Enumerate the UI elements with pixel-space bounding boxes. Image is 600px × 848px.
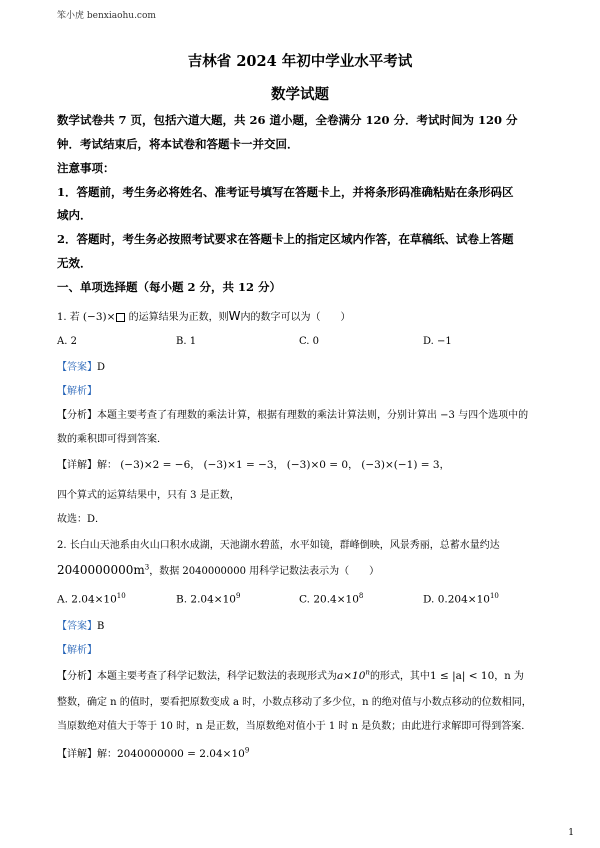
instruction-line-1: 数学试卷共 7 页，包括六道大题，共 26 道小题，全卷满分 120 分．考试时间为 120 分 <box>57 113 518 127</box>
blank-box-icon <box>116 313 125 322</box>
instruction-line-2: 钟．考试结束后，将本试卷和答题卡一并交回． <box>57 137 299 151</box>
q2-text-a: 2. 长白山天池系由火山口积水成湖，天池湖水碧蓝，水平如镜，群峰倒映，风景秀丽，总蓄水量约达 <box>57 540 500 551</box>
q2-fenxi-b: 整数，确定 n 的值时，要看把原数变成 a 时，小数点移动了多少位，n 的绝对值与小数点移动的位数相同， <box>57 697 532 708</box>
q1-choose: 故选：D． <box>57 514 106 525</box>
q2-option-a: A. $2.04\times 10^{10}$ <box>57 592 126 606</box>
q1-calc-3: (−3)×0 = 0 <box>286 459 349 471</box>
q2-text-b: $2040000000m^3$，数据 2040000000 用科学记数法表示为（ ） <box>57 563 380 577</box>
q2-option-c: C. $20.4\times 10^8$ <box>299 592 364 606</box>
q2-volume: 2040000000m <box>57 563 145 577</box>
q1-text-a: 的运算结果为正数，则 <box>128 312 229 323</box>
q1-analysis-tag: 【解析】 <box>57 386 97 397</box>
q1-detail: 【详解】解： (−3)×2 = −6， (−3)×1 = −3， (−3)×0 = 0， (−3)×(−1) = 3， <box>57 459 450 471</box>
q1-fenxi-b: 数的乘积即可得到答案． <box>57 434 167 445</box>
q1-option-a: A. 2 <box>57 336 77 347</box>
watermark-header: 笨小虎 benxiaohu.com <box>57 11 156 21</box>
note-1-b: 域内． <box>57 208 92 222</box>
q1-result: 四个算式的运算结果中，只有 3 是正数， <box>57 490 240 501</box>
q1-calc-4: (−3)×(−1) = 3 <box>361 459 440 471</box>
note-1-a: 1．答题前，考生务必将姓名、准考证号填写在答题卡上，并将条形码准确粘贴在条形码区 <box>57 185 514 199</box>
q1-fenxi-a: 【分析】本题主要考查了有理数的乘法计算，根据有理数的乘法计算法则，分别计算出 −3 与四个选项中的 <box>57 410 529 421</box>
q2-answer: 【答案】B <box>57 621 105 632</box>
note-2-b: 无效． <box>57 256 92 270</box>
q2-option-d: D. $0.204\times 10^{10}$ <box>423 592 499 606</box>
exam-subtitle: 数学试题 <box>271 86 329 103</box>
q1-number: 1. 若 <box>57 312 80 323</box>
q2-fenxi-a: 【分析】本题主要考查了科学记数法，科学记数法的表现形式为$a\times 10^n$的形式，其中1 ≤ |a| < 10，n 为 <box>57 668 524 682</box>
q1-option-b: B. 1 <box>176 336 197 347</box>
q1-text-b: 内的数字可以为（ ） <box>240 312 351 323</box>
q1-answer: 【答案】D <box>57 362 106 373</box>
q2-detail: 【详解】解：$2040000000 = 2.04\times 10^9$ <box>57 746 250 760</box>
q1-calc-2: (−3)×1 = −3 <box>203 459 274 471</box>
q1-option-d: D. −1 <box>423 336 452 347</box>
page-number: 1 <box>568 828 574 838</box>
q1-w-symbol: W <box>228 309 241 323</box>
q1-option-c: C. 0 <box>299 336 320 347</box>
exam-title: 吉林省 2024 年初中学业水平考试 <box>187 53 413 70</box>
q2-analysis-tag: 【解析】 <box>57 645 97 656</box>
q1-calc-1: (−3)×2 = −6 <box>120 459 191 471</box>
question-1 <box>57 308 350 323</box>
notes-title: 注意事项： <box>57 161 115 175</box>
note-2-a: 2．答题时，考生务必按照考试要求在答题卡上的指定区域内作答，在草稿纸、试卷上答题 <box>57 232 514 246</box>
q1-expression: (−3)× <box>82 311 116 323</box>
q2-fenxi-c: 当原数绝对值大于等于 10 时，n 是正数，当原数绝对值小于 1 时 n 是负数；由此进行求解即可得到答案． <box>57 721 532 732</box>
section-1-heading: 一、单项选择题（每小题 2 分，共 12 分） <box>57 280 282 294</box>
q2-option-b: B. $2.04\times 10^9$ <box>176 592 241 606</box>
